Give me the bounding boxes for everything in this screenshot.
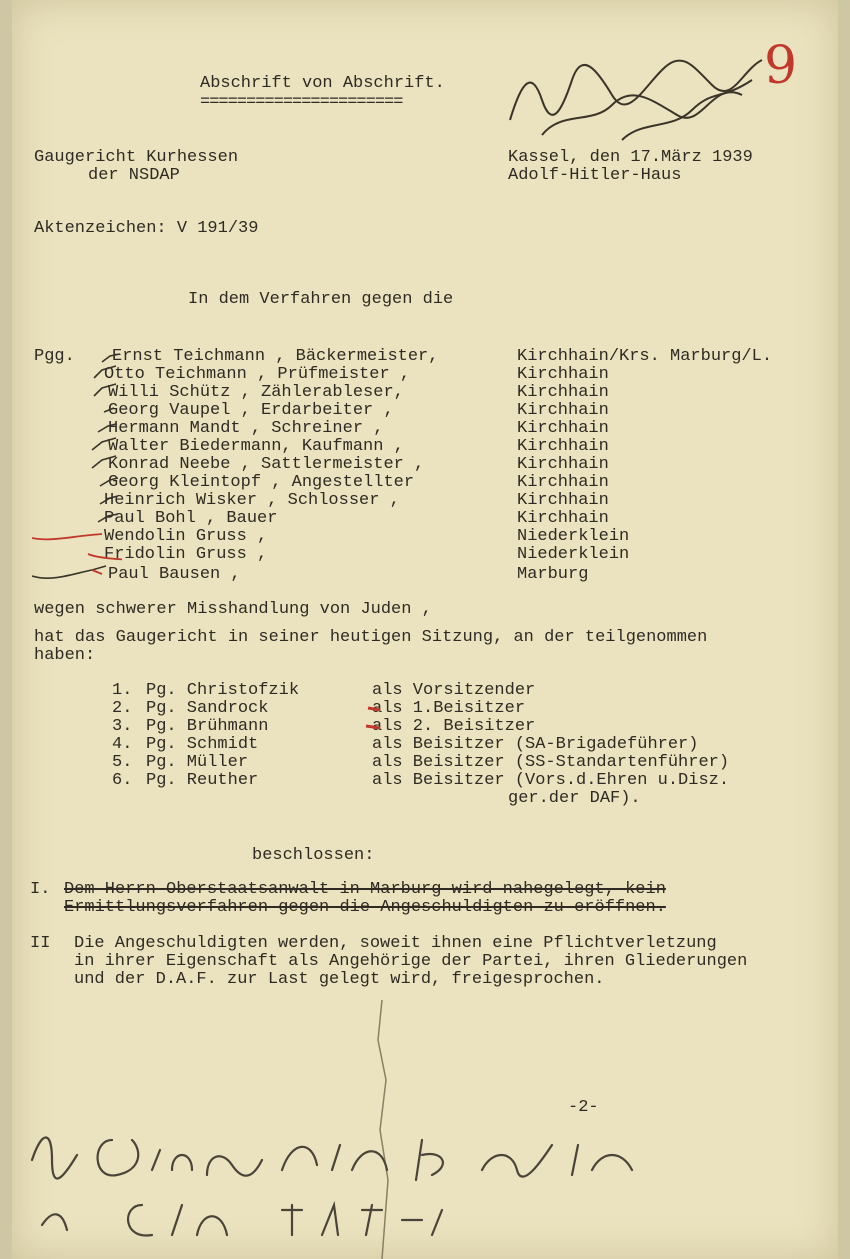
member-role: als 2. Beisitzer bbox=[372, 717, 536, 736]
member-name: Pg. Christofzik bbox=[146, 681, 300, 700]
point1-line2: Ermittlungsverfahren gegen die Angeschuldigten zu eröffnen. bbox=[64, 898, 666, 917]
defendant-place: Marburg bbox=[517, 565, 589, 584]
defendant-name: Walter Biedermann, Kaufmann , bbox=[108, 437, 404, 456]
defendant-place: Kirchhain bbox=[517, 419, 609, 438]
defendant-place: Kirchhain bbox=[517, 491, 609, 510]
red-page-mark: 9 bbox=[764, 36, 798, 96]
defendant-name: Hermann Mandt , Schreiner , bbox=[108, 419, 384, 438]
member-role: als Beisitzer (SA-Brigadeführer) bbox=[372, 735, 699, 754]
resolved-heading: beschlossen: bbox=[252, 846, 375, 865]
point2-number: II bbox=[30, 934, 51, 953]
pgg-prefix: Pgg. bbox=[34, 347, 75, 366]
defendant-name: Wendolin Gruss , bbox=[104, 527, 268, 546]
defendant-name: Heinrich Wisker , Schlosser , bbox=[104, 491, 400, 510]
defendant-name: Georg Kleintopf , Angestellter bbox=[108, 473, 415, 492]
defendant-place: Niederklein bbox=[517, 527, 630, 546]
defendant-place: Kirchhain bbox=[517, 455, 609, 474]
defendant-name: Otto Teichmann , Prüfmeister , bbox=[104, 365, 411, 384]
member-role: als 1.Beisitzer bbox=[372, 699, 526, 718]
red-member-mark bbox=[362, 700, 392, 740]
charge-line: wegen schwerer Misshandlung von Juden , bbox=[34, 600, 432, 619]
defendant-name: Konrad Neebe , Sattlermeister , bbox=[108, 455, 425, 474]
address: Adolf-Hitler-Haus bbox=[508, 166, 682, 185]
defendant-place: Niederklein bbox=[517, 545, 630, 564]
sender-line2: der NSDAP bbox=[88, 166, 180, 185]
member-name: Pg. Müller bbox=[146, 753, 249, 772]
point1-line1: Dem Herrn Oberstaatsanwalt in Marburg wird nahegelegt, kein bbox=[64, 880, 666, 899]
defendant-name: Georg Vaupel , Erdarbeiter , bbox=[108, 401, 394, 420]
point2-line2: in ihrer Eigenschaft als Angehörige der Partei, ihren Gliederungen bbox=[74, 952, 748, 971]
document-title: Abschrift von Abschrift. bbox=[200, 74, 445, 93]
defendant-name: Fridolin Gruss , bbox=[104, 545, 268, 564]
member-num: 1. bbox=[112, 681, 133, 700]
member-num: 6. bbox=[112, 771, 133, 790]
member-name: Pg. Sandrock bbox=[146, 699, 269, 718]
member-role: als Beisitzer (Vors.d.Ehren u.Disz. bbox=[372, 771, 730, 790]
point1-number: I. bbox=[30, 880, 51, 899]
member-num: 2. bbox=[112, 699, 133, 718]
point2-line1: Die Angeschuldigten werden, soweit ihnen eine Pflichtverletzung bbox=[74, 934, 717, 953]
court-line2: haben: bbox=[34, 646, 96, 665]
member-role: als Vorsitzender bbox=[372, 681, 536, 700]
member-name: Pg. Brühmann bbox=[146, 717, 269, 736]
defendant-place: Kirchhain bbox=[517, 473, 609, 492]
defendant-name: Willi Schütz , Zählerableser, bbox=[108, 383, 404, 402]
defendant-place: Kirchhain bbox=[517, 365, 609, 384]
member-name: Pg. Schmidt bbox=[146, 735, 259, 754]
check-marks bbox=[32, 350, 122, 585]
place-date: Kassel, den 17.März 1939 bbox=[508, 148, 753, 167]
page-marker: -2- bbox=[568, 1098, 599, 1117]
intro-line: In dem Verfahren gegen die bbox=[188, 290, 454, 309]
member-role-cont: ger.der DAF). bbox=[508, 789, 641, 808]
handwritten-note bbox=[22, 1120, 822, 1250]
point2-line3: und der D.A.F. zur Last gelegt wird, freigesprochen. bbox=[74, 970, 605, 989]
defendant-place: Kirchhain/Krs. Marburg/L. bbox=[517, 347, 773, 366]
court-line1: hat das Gaugericht in seiner heutigen Sitzung, an der teilgenommen bbox=[34, 628, 708, 647]
defendant-name: Paul Bausen , bbox=[108, 565, 241, 584]
member-num: 5. bbox=[112, 753, 133, 772]
defendant-place: Kirchhain bbox=[517, 401, 609, 420]
member-name: Pg. Reuther bbox=[146, 771, 259, 790]
member-num: 4. bbox=[112, 735, 133, 754]
member-role: als Beisitzer (SS-Standartenführer) bbox=[372, 753, 730, 772]
defendant-place: Kirchhain bbox=[517, 383, 609, 402]
file-reference: Aktenzeichen: V 191/39 bbox=[34, 219, 259, 238]
defendant-name: Ernst Teichmann , Bäckermeister, bbox=[112, 347, 439, 366]
document-page bbox=[12, 0, 838, 1259]
member-num: 3. bbox=[112, 717, 133, 736]
sender-line1: Gaugericht Kurhessen bbox=[34, 148, 239, 167]
defendant-place: Kirchhain bbox=[517, 509, 609, 528]
title-underline: ====================== bbox=[200, 93, 403, 112]
defendant-place: Kirchhain bbox=[517, 437, 609, 456]
defendant-name: Paul Bohl , Bauer bbox=[104, 509, 278, 528]
